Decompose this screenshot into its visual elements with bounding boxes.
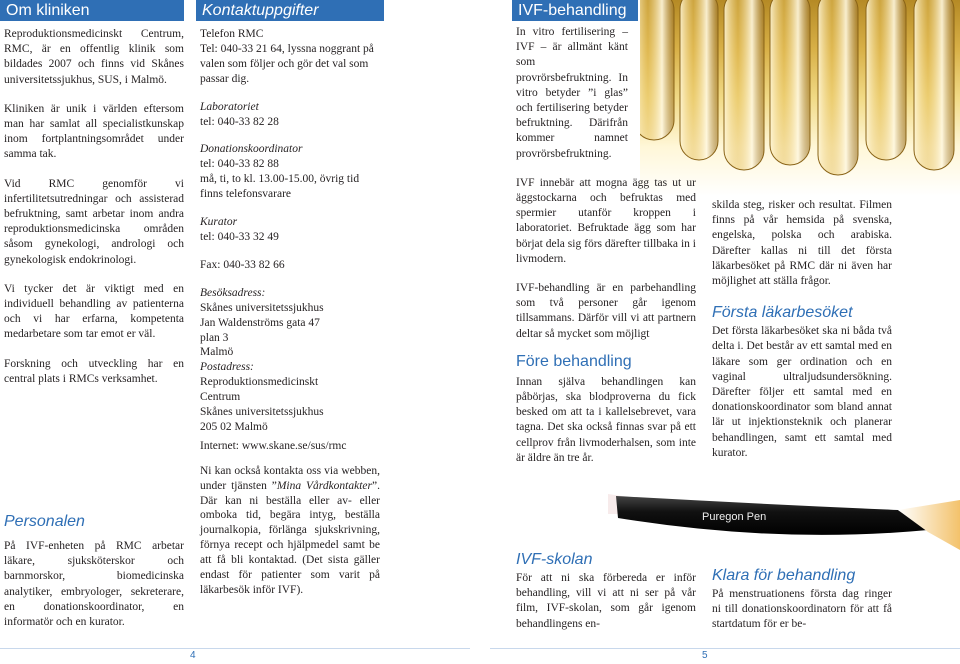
heading-personalen: Personalen [4,513,85,530]
paragraph: Innan själva behandlingen kan påbörjas, ska blodproverna du fick besked om att ta i kallelsebrevet, vara tagna. Det ska också finnas svar på ett cellprov från livmoderhalsen, som inte är äldre än tre år. [516,375,696,464]
contact-text: må, ti, to kl. 13.00-15.00, övrig tid finns telefonsvarare [200,173,360,201]
contact-label: Donationskoordinator [200,143,303,156]
heading-ivf-behandling: IVF-behandling [512,0,638,21]
contact-label: Laboratoriet [200,100,259,113]
contact-label: Besöksadress: [200,286,266,299]
footer-divider-right [490,648,960,649]
internet-link[interactable]: Internet: www.skane.se/sus/rmc [200,439,347,452]
address-line: Malmö [200,346,234,359]
page-number-left: 4 [190,650,196,661]
heading-kontaktuppgifter: Kontaktuppgifter [196,0,384,21]
injection-pen-icon [598,480,960,564]
webben-post: ”. Där kan ni beställa eller av- eller omboka tid, begära intyg, beställa journalkopia, förlänga sjukskrivning, förnya recept och hjälpmedel samt be att få bli kontaktad. (Det sista gäller endast för patienter som varit på läkarbesök inför IVF). [200,479,380,596]
paragraph: För att ni ska förbereda er inför behandling, vill vi att ni ser på vår film, IVF-skolan, som går igenom behandlingens en- [516,572,696,630]
section-personalen [4,512,184,630]
paragraph: På menstruationens första dag ringer ni till donationskoordinatorn för att få startdatum för er be- [712,588,892,631]
address-line: Centrum [200,391,241,404]
contact-label: Postadress: [200,361,254,374]
paragraph: skilda steg, risker och resultat. Filmen finns på vår hemsida på svenska, engelska, polska och arabiska. Därefter kallas ni till det första läkarbesöket på RMC där ni även har möjlighet att ställa frågor. [712,199,892,288]
webben-pre: Ni kan också kontakta oss via webben, under tjänsten ” [200,464,380,492]
column-ivf-behandling [516,0,696,466]
address-line: plan 3 [200,331,229,344]
paragraph: Forskning och utveckling har en central plats i RMCs verksamhet. [4,357,184,385]
address-line: Skånes universitetssjukhus [200,406,324,419]
contact-text: Tel: 040-33 21 64, lyssna noggrant på valen som följer och gör det val som passar dig. [200,42,374,85]
paragraph: Det första läkarbesöket ska ni båda två delta i. Det består av ett samtal med en läkare som ger ordination och en vaginal ultraljudsundersökning. Därefter följer ett samtal med en donationskoordinator som bland annat lär ut injektionsteknik och planerar behandlingen, samt ett samtal med kurator. [712,325,892,459]
section-klara [712,566,892,633]
heading-klara-for-behandling: Klara för behandling [712,567,856,584]
paragraph: Kliniken är unik i världen eftersom man har samlat all specialistkunskap inom fortplantningsområdet under samma tak. [4,102,184,161]
contact-text: Fax: 040-33 82 66 [200,258,285,271]
paragraph: Reproduktionsmedicinskt Centrum, RMC, är en offentlig klinik som bildades 2007 och finns vid Skånes universitetssjukhus, SUS, i Malmö. [4,28,184,86]
address-line: Reproduktionsmedicinskt [200,376,319,389]
contact-label: Kurator [200,216,238,229]
paragraph: Vid RMC genomför vi infertilitetsutredningar och assisterad befruktning, samt arbetar inom andra reproduktionsmedicinska områden såsom gynekologi, andrologi och gynekologisk endokrinologi. [4,177,184,266]
page-number-right: 5 [702,650,708,661]
webben-text [200,464,380,598]
paragraph: Vi tycker det är viktigt med en individuell behandling av patienterna och vi har erfarna, kompetenta medarbetare som tar emot er väl. [4,282,184,341]
column-om-kliniken [4,0,184,387]
pen-label: Puregon Pen [702,511,767,523]
mina-vardkontakter-link[interactable]: Mina Vårdkontakter [276,479,373,492]
heading-ivf-skolan: IVF-skolan [516,551,593,568]
address-line: 205 02 Malmö [200,420,268,433]
paragraph: På IVF-enheten på RMC arbetar läkare, sjuksköterskor och barnmorskor, biomedicinska analytiker, embryologer, sekreterare, en donationskoordinator, en informatör och en kurator. [4,540,184,629]
heading-forsta-lakarbesoket: Första läkarbesöket [712,304,853,322]
heading-fore-behandling: Före behandling [516,352,632,370]
injection-pen-image [598,480,960,564]
ivf-intro: In vitro fertilisering – IVF – är allmänt känt som provrörsbefruktning. In vitro betyder ”i glas” och fertilisering betyder befruktning. Därifrån kommer namnet provrörsbefruktning. [516,26,628,160]
contact-label: Telefon RMC [200,28,264,40]
address-line: Skånes universitetssjukhus [200,301,324,314]
paragraph: IVF innebär att mogna ägg tas ut ur äggstockarna och befruktas med spermier utanför kroppen i laboratoriet. Befruktade ägg som har börjat dela sig förs därefter tillbaka in i livmodern. [516,176,696,265]
column-right [712,198,892,461]
column-kontaktuppgifter [200,0,380,598]
heading-om-kliniken: Om kliniken [0,0,184,21]
footer-divider-left [0,648,470,649]
contact-text: tel: 040-33 82 88 [200,158,279,171]
contact-text: tel: 040-33 82 28 [200,115,279,128]
contact-text: tel: 040-33 32 49 [200,230,279,243]
paragraph: IVF-behandling är en parbehandling som två personer går igenom tillsammans. Därför vill vi att partnern deltar så mycket som möjligt [516,282,696,340]
address-line: Jan Waldenströms gata 47 [200,316,320,329]
